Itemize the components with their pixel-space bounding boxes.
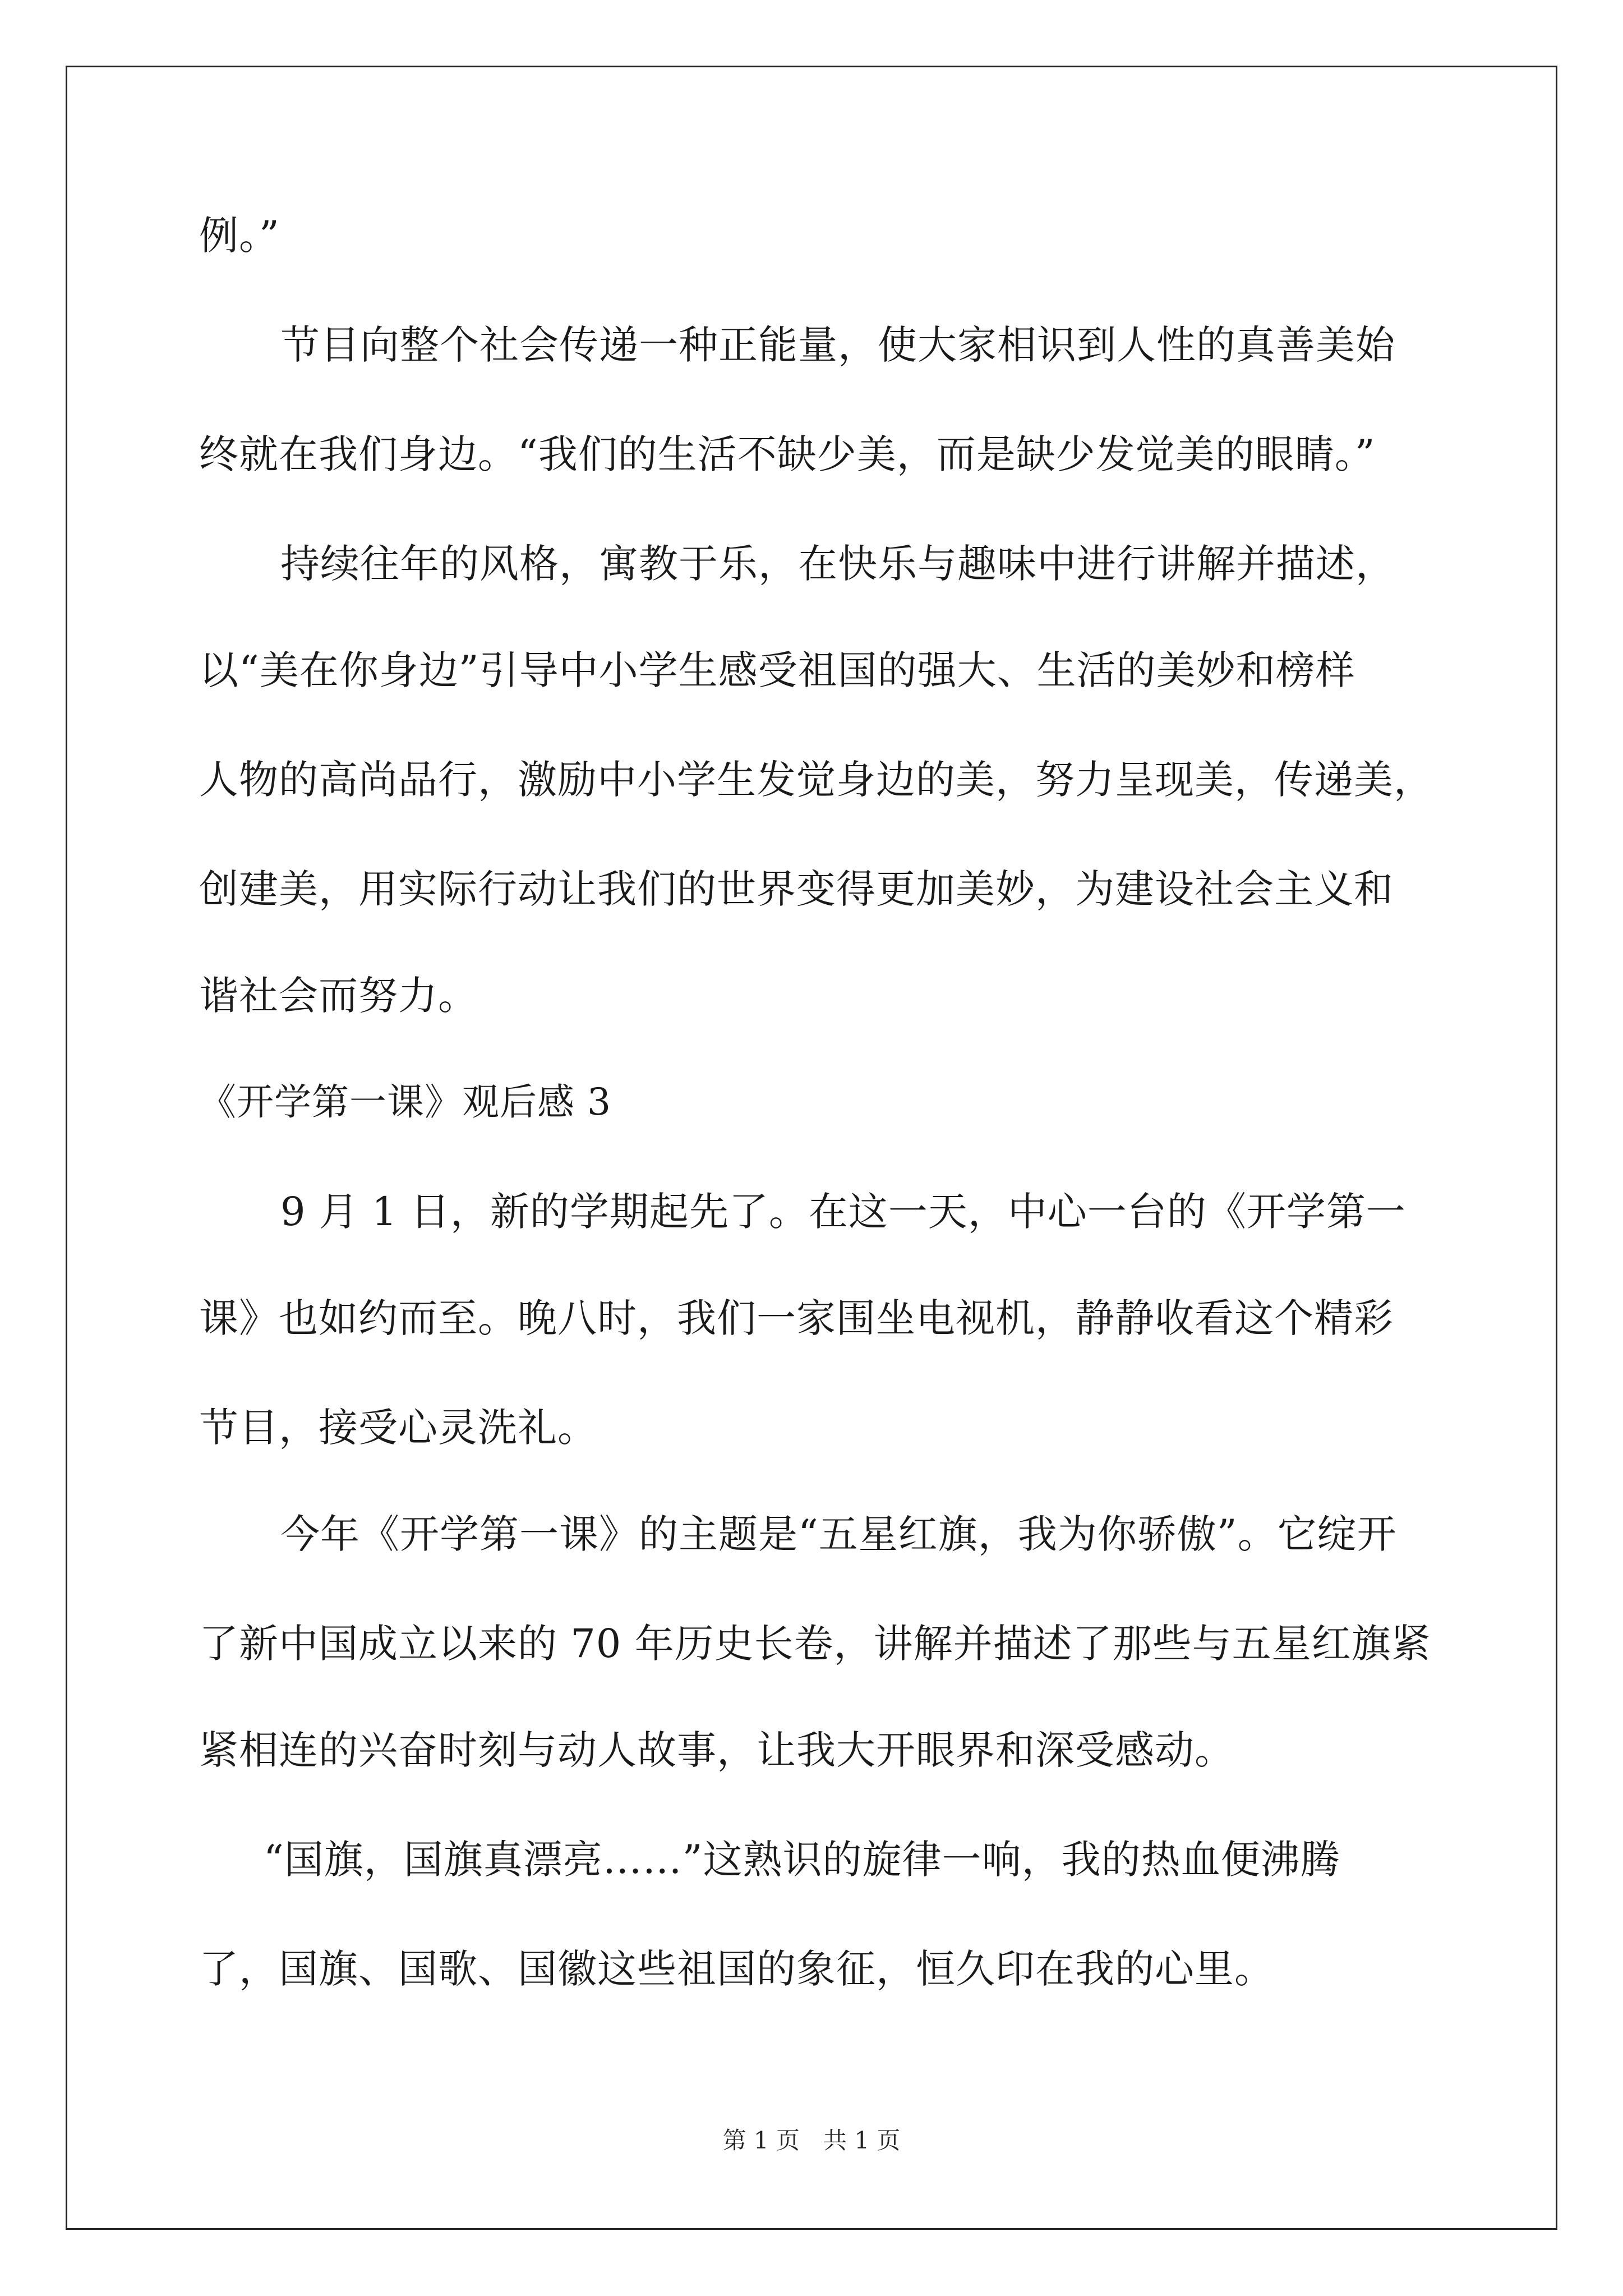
body-text-line: 例。” xyxy=(199,213,280,259)
body-text-line: 终就在我们身边。“我们的生活不缺少美，而是缺少发觉美的眼睛。” xyxy=(199,431,1376,477)
body-text-line: 了，国旗、国歌、国徽这些祖国的象征，恒久印在我的心里。 xyxy=(199,1946,1274,1992)
body-text-line: 了新中国成立以来的 70 年历史长卷，讲解并描述了那些与五星红旗紧 xyxy=(199,1621,1431,1667)
body-text-line: 谐社会而努力。 xyxy=(199,973,478,1019)
body-text-line: 课》也如约而至。晚八时，我们一家围坐电视机，静静收看这个精彩 xyxy=(199,1295,1394,1341)
body-text-line: 9 月 1 日，新的学期起先了。在这一天，中心一台的《开学第一 xyxy=(280,1189,1406,1235)
body-text-line: 紧相连的兴奋时刻与动人故事，让我大开眼界和深受感动。 xyxy=(199,1727,1234,1773)
body-text-line: 持续往年的风格，寓教于乐，在快乐与趣味中进行讲解并描述， xyxy=(280,541,1395,587)
body-text-line: “国旗，国旗真漂亮……”这熟识的旋律一响，我的热血便沸腾 xyxy=(264,1837,1340,1883)
body-text-line: 今年《开学第一课》的主题是“五星红旗，我为你骄傲”。它绽开 xyxy=(280,1511,1397,1557)
page-border xyxy=(66,66,1557,2230)
body-text-line: 人物的高尚品行，激励中小学生发觉身边的美，努力呈现美，传递美， xyxy=(199,757,1433,803)
body-text-line: 创建美，用实际行动让我们的世界变得更加美妙，为建设社会主义和 xyxy=(199,866,1394,912)
section-heading: 《开学第一课》观后感 3 xyxy=(199,1080,611,1124)
body-text-line: 以“美在你身边”引导中小学生感受祖国的强大、生活的美妙和榜样 xyxy=(199,647,1355,693)
body-text-line: 节目，接受心灵洗礼。 xyxy=(199,1405,597,1451)
page-number-footer: 第 1 页 共 1 页 xyxy=(722,2127,901,2154)
body-text-line: 节目向整个社会传递一种正能量，使大家相识到人性的真善美始 xyxy=(280,322,1395,368)
